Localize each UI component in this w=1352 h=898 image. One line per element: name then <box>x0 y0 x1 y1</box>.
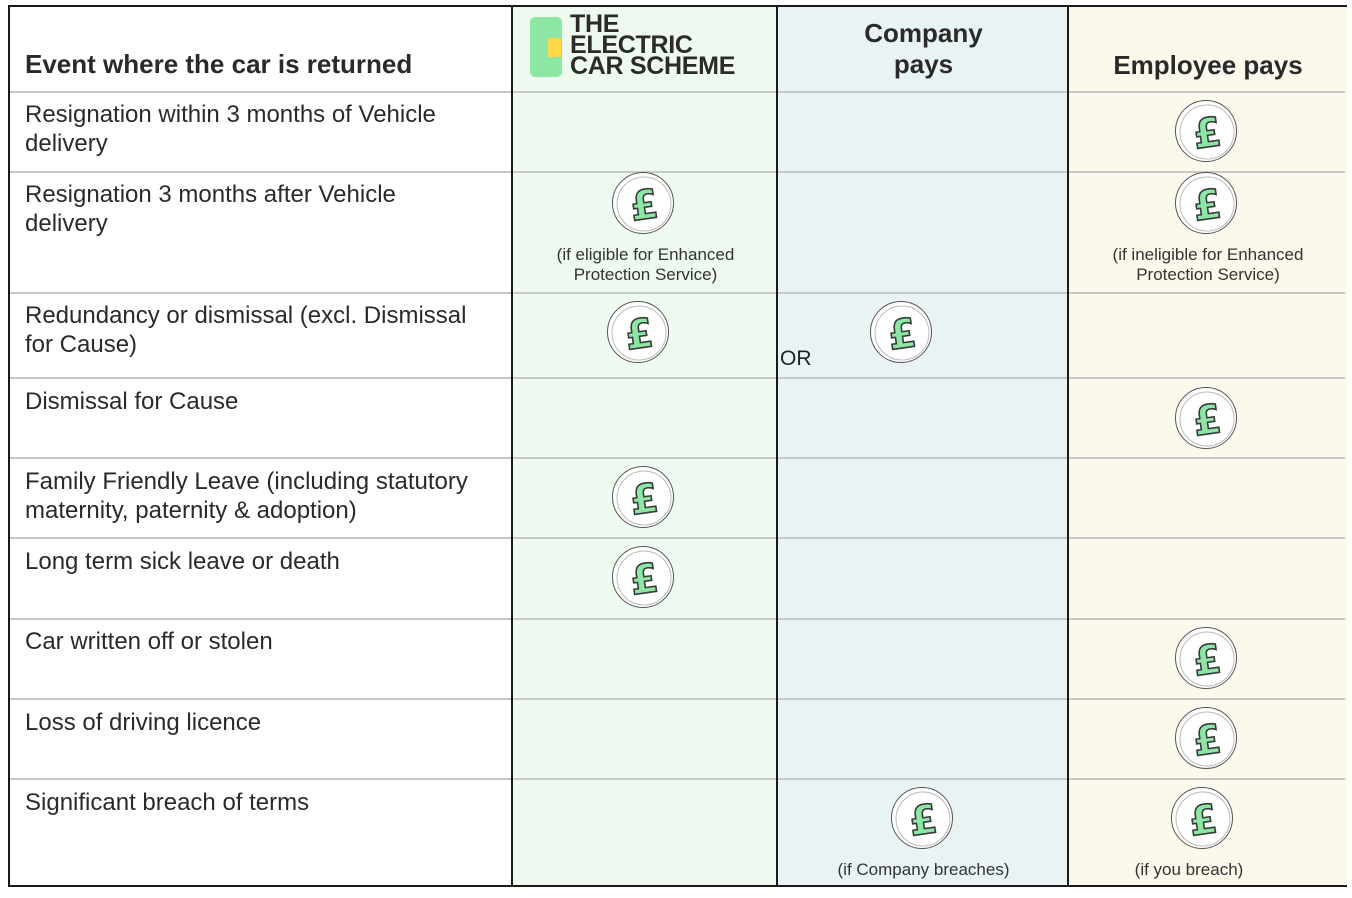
pound-coin-icon <box>612 466 674 528</box>
row-label: Significant breach of terms <box>25 789 310 816</box>
row-divider <box>10 698 1345 700</box>
row-label: Redundancy or dismissal (excl. Dismissal for Cause) <box>25 302 467 358</box>
company-note: (if Company breaches) <box>837 860 1010 879</box>
row-label: Loss of driving licence <box>25 709 262 736</box>
pound-coin-icon <box>1175 172 1237 234</box>
employee-column-header: Employee pays <box>1113 50 1303 80</box>
svg-text:£: £ <box>627 181 662 231</box>
pound-coin-icon <box>612 172 674 234</box>
svg-text:£: £ <box>1190 181 1225 231</box>
svg-text:£: £ <box>622 310 657 360</box>
svg-text:£: £ <box>1190 396 1225 446</box>
column-divider <box>776 7 778 885</box>
electric-car-scheme-logo <box>530 10 740 80</box>
or-label: OR <box>780 347 812 370</box>
row-label: Car written off or stolen <box>25 628 273 655</box>
row-divider <box>10 377 1345 379</box>
return-events-table <box>8 5 1347 887</box>
row-label: Long term sick leave or death <box>25 548 340 575</box>
row-label: Resignation within 3 months of Vehicle delivery <box>25 101 436 157</box>
pound-coin-icon <box>1175 707 1237 769</box>
pound-coin-icon <box>870 301 932 363</box>
svg-text:£: £ <box>1190 716 1225 766</box>
company-column-header <box>778 18 1069 80</box>
pound-coin-icon <box>1171 787 1233 849</box>
pound-coin-icon <box>1175 100 1237 162</box>
row-divider <box>10 537 1345 539</box>
svg-text:£: £ <box>1186 796 1221 846</box>
row-divider <box>10 618 1345 620</box>
row-divider <box>10 91 1345 93</box>
company-header-line2: pays <box>893 49 954 79</box>
logo-text: THE ELECTRIC CAR SCHEME <box>570 10 736 80</box>
row-divider <box>10 457 1345 459</box>
pound-coin-icon <box>1175 387 1237 449</box>
svg-text:£: £ <box>1190 636 1225 686</box>
pound-coin-icon <box>607 301 669 363</box>
event-column-header: Event where the car is returned <box>25 49 413 79</box>
employee-note: (if you breach) <box>1134 860 1244 879</box>
pound-coin-icon <box>891 787 953 849</box>
row-divider <box>10 171 1345 173</box>
svg-text:£: £ <box>627 555 662 605</box>
svg-text:£: £ <box>627 475 662 525</box>
employee-note: (if ineligible for Enhanced Protection Service) <box>1112 245 1304 284</box>
column-divider <box>1067 7 1069 885</box>
row-divider <box>10 292 1345 294</box>
pound-coin-icon <box>612 546 674 608</box>
svg-text:£: £ <box>906 796 941 846</box>
svg-text:£: £ <box>885 310 920 360</box>
row-divider <box>10 778 1345 780</box>
row-label: Dismissal for Cause <box>25 388 239 415</box>
company-header-line1: Company <box>864 18 983 48</box>
column-divider <box>511 7 513 885</box>
company-column-bg <box>778 7 1069 885</box>
scheme-note: (if eligible for Enhanced Protection Service) <box>556 245 735 284</box>
row-label: Family Friendly Leave (including statutory maternity, paternity & adoption) <box>25 468 468 524</box>
logo-plug-icon <box>548 38 561 57</box>
pound-coin-icon <box>1175 627 1237 689</box>
scheme-column-bg <box>513 7 778 885</box>
svg-text:£: £ <box>1190 109 1225 159</box>
row-label: Resignation 3 months after Vehicle delivery <box>25 181 396 237</box>
